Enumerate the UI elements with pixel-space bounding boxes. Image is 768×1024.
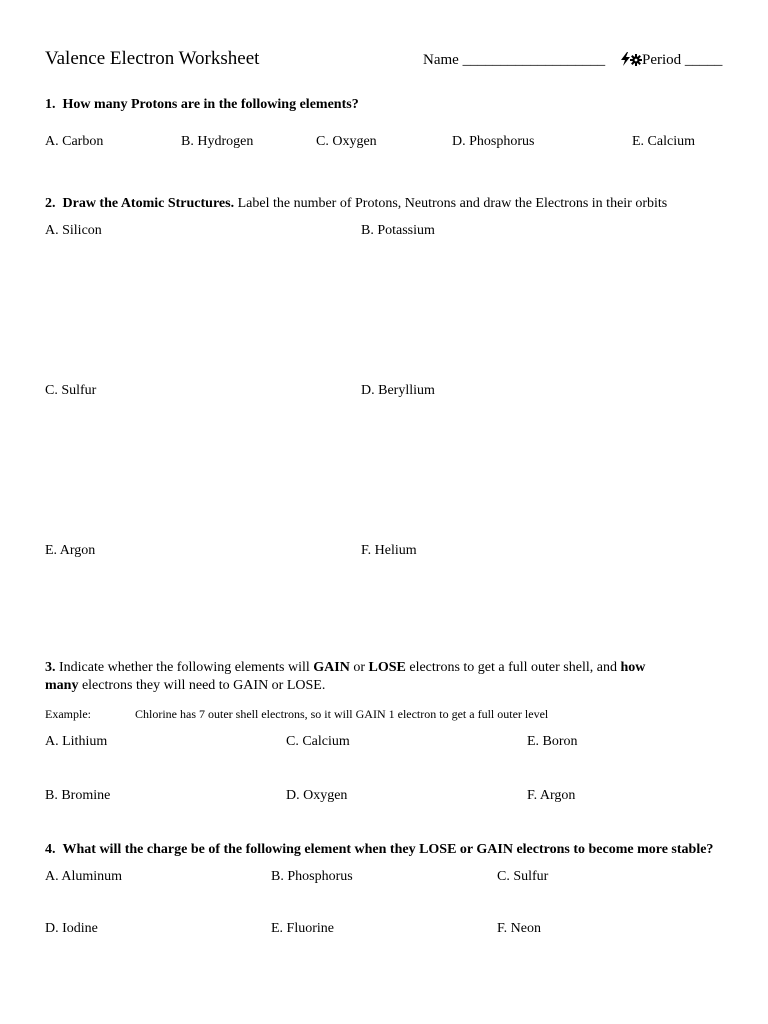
question-bold-text: Draw the Atomic Structures. [62, 196, 235, 211]
q3-item-lithium: A. Lithium [45, 734, 108, 749]
many-keyword: many [45, 678, 79, 693]
q1-item-hydrogen: B. Hydrogen [181, 134, 254, 149]
question-3-line-2 [45, 678, 325, 694]
period-field [621, 52, 722, 71]
question-text: electrons to get a full outer shell, and [405, 660, 621, 675]
q4-item-neon: F. Neon [497, 921, 541, 936]
question-4 [45, 842, 713, 858]
question-text: How many Protons are in the following elements? [62, 97, 359, 112]
question-2 [45, 196, 667, 212]
q4-item-iodine: D. Iodine [45, 921, 98, 936]
question-text: Indicate whether the following elements will [55, 660, 314, 675]
q3-item-calcium: C. Calcium [286, 734, 350, 749]
q4-item-aluminum: A. Aluminum [45, 869, 123, 884]
q2-item-silicon: A. Silicon [45, 223, 102, 238]
period-label: Period _____ [642, 52, 723, 68]
q4-item-sulfur: C. Sulfur [497, 869, 549, 884]
q3-item-bromine: B. Bromine [45, 788, 111, 803]
q2-item-helium: F. Helium [361, 543, 417, 558]
gear-icon [630, 54, 642, 71]
q1-item-carbon: A. Carbon [45, 134, 104, 149]
question-text: electrons they will need to GAIN or LOSE. [78, 678, 326, 693]
question-text: or [349, 660, 369, 675]
name-field-label: Name ___________________ [423, 52, 606, 68]
q3-item-oxygen: D. Oxygen [286, 788, 348, 803]
q4-item-phosphorus: B. Phosphorus [271, 869, 353, 884]
q3-item-argon: F. Argon [527, 788, 576, 803]
q1-item-phosphorus: D. Phosphorus [452, 134, 535, 149]
question-1 [45, 97, 359, 113]
q2-item-argon: E. Argon [45, 543, 96, 558]
how-keyword: how [620, 660, 646, 675]
question-number: 1. [45, 97, 56, 112]
example-label: Example: [45, 707, 91, 721]
q4-item-fluorine: E. Fluorine [271, 921, 334, 936]
question-number: 3. [45, 660, 56, 675]
question-number: 2. [45, 196, 56, 211]
gain-keyword: GAIN [313, 660, 350, 675]
q1-item-calcium: E. Calcium [632, 134, 695, 149]
question-number: 4. [45, 842, 56, 857]
lose-keyword: LOSE [368, 660, 406, 675]
question-3-line-1 [45, 660, 645, 676]
page-title: Valence Electron Worksheet [45, 48, 260, 69]
lightning-bolt-icon [621, 52, 630, 71]
question-text: What will the charge be of the following element when they LOSE or GAIN electrons to become more stable? [62, 842, 714, 857]
question-text: Label the number of Protons, Neutrons and draw the Electrons in their orbits [234, 196, 668, 211]
q2-item-beryllium: D. Beryllium [361, 383, 435, 398]
q2-item-potassium: B. Potassium [361, 223, 435, 238]
q3-item-boron: E. Boron [527, 734, 578, 749]
example-text: Chlorine has 7 outer shell electrons, so it will GAIN 1 electron to get a full outer level [135, 707, 549, 721]
q1-item-oxygen: C. Oxygen [316, 134, 377, 149]
q2-item-sulfur: C. Sulfur [45, 383, 97, 398]
